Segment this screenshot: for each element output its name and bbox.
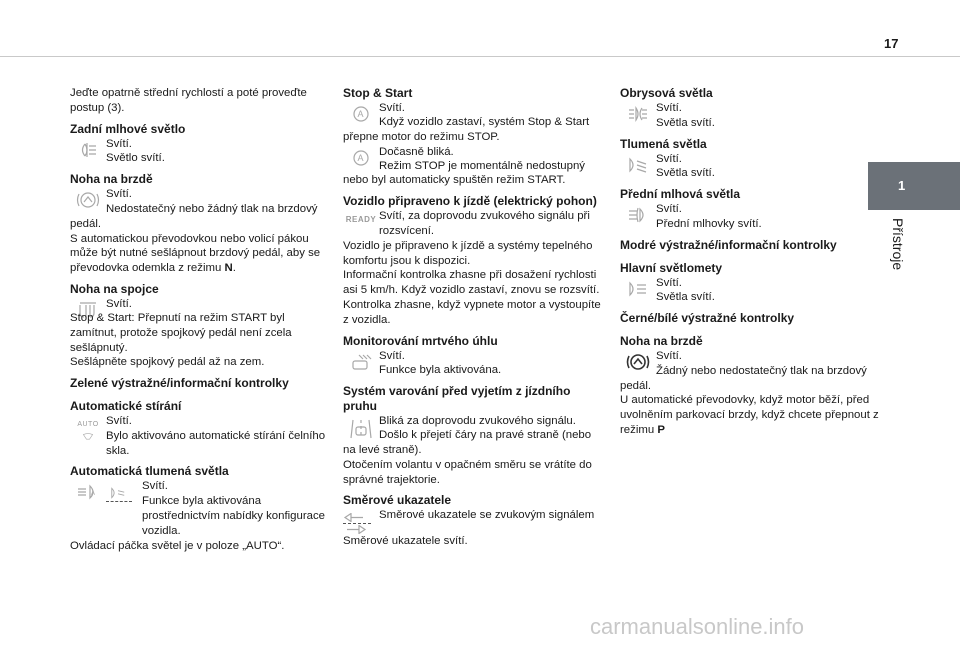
brake-foot2-l1: Svítí. — [656, 349, 682, 362]
main-beam-l1: Svítí. — [656, 276, 682, 289]
stop-start-l3: Dočasně bliká. — [379, 145, 454, 158]
brake-foot2-l3: pedál. — [620, 379, 652, 392]
rear-fog-title: Zadní mlhové světlo — [70, 121, 186, 136]
auto-wipe-l1: Svítí. — [106, 414, 132, 427]
chapter-side-label — [884, 218, 912, 318]
side-lamps-icon — [620, 101, 656, 127]
front-fog-l1: Svítí. — [656, 203, 682, 216]
column-1 — [70, 86, 332, 559]
side-lamps-l1: Svítí. — [656, 102, 682, 114]
green-warnings-heading: Zelené výstražné/informační kontrolky — [70, 376, 289, 391]
mirror-title: Monitorování mrtvého úhlu — [343, 333, 498, 348]
front-fog-icon — [620, 202, 656, 228]
dipped-section — [620, 137, 882, 182]
auto-dip-section — [70, 464, 332, 553]
ready-l4: Kontrolka zhasne, když vypnete motor a vystoupíte z vozidla. — [343, 298, 601, 326]
column-2 — [343, 86, 605, 555]
page-number: 17 — [884, 36, 899, 51]
header-rule — [0, 56, 960, 57]
side-lamps-l2: Světla svítí. — [656, 116, 715, 129]
lane-l1: Bliká za doprovodu zvukového signálu. — [379, 415, 576, 428]
svg-text:A: A — [357, 152, 364, 163]
auto-dip-l3: Ovládací páčka světel je v poloze „AUTO“. — [70, 539, 285, 552]
indicators-l2: Směrové ukazatele svítí. — [343, 535, 468, 548]
mirror-section — [343, 334, 605, 379]
main-beam-l2: Světla svítí. — [656, 291, 715, 304]
ready-l3: Informační kontrolka zhasne při dosažení rychlosti asi 5 km/h. Když vozidlo zastaví, znovu se rozsvítí. — [343, 269, 600, 297]
auto-wipe-icon — [70, 414, 106, 440]
lane-title: Systém varování před vyjetím z jízdního pruhu — [343, 384, 571, 414]
main-beam-title: Hlavní světlomety — [620, 260, 723, 275]
dipped-title: Tlumená světla — [620, 136, 707, 151]
indicators-section — [343, 493, 605, 549]
svg-text:A: A — [357, 109, 364, 119]
brake-foot2-mode-p: P — [657, 423, 665, 436]
auto-dip-l2: Funkce byla aktivována prostřednictvím nabídky konfigurace vozidla. — [142, 495, 325, 537]
auto-dip-l1: Svítí. — [142, 480, 168, 493]
front-fog-title: Přední mlhová světla — [620, 187, 741, 202]
brake-foot-mode-n: N — [224, 262, 233, 275]
clutch-foot-l3: Sešlápněte spojkový pedál až na zem. — [70, 356, 265, 369]
brake-foot2-l4: U automatické převodovky, když motor běží, před uvolněním parkovací brzdy, když chcete přepnout z režimu — [620, 394, 879, 436]
brake-foot2-title: Noha na brzdě — [620, 333, 703, 348]
rear-fog-l2: Světlo svítí. — [106, 152, 165, 165]
brake-foot2-l2: Žádný nebo nedostatečný tlak na brzdový — [656, 364, 867, 377]
brake-foot-l4: S automatickou převodovkou nebo volicí pákou může být nutné sešlápnout brzdový pedál, aby se převodovka odemkla z režimu — [70, 232, 321, 275]
main-beam-icon — [620, 276, 656, 302]
mirror-l1: Svítí. — [379, 349, 405, 362]
side-lamps-title: Obrysová světla — [620, 86, 713, 100]
chapter-number: 1 — [898, 178, 906, 193]
column-3 — [620, 86, 882, 444]
stop-start-blink-icon — [343, 145, 379, 171]
clutch-foot-title: Noha na spojce — [70, 281, 159, 296]
brake-foot-l1: Svítí. — [106, 188, 132, 201]
stop-start-l1: Svítí. — [379, 102, 405, 114]
front-fog-section — [620, 187, 882, 232]
auto-wipe-icon-text: AUTO — [77, 420, 99, 428]
brake-foot-title: Noha na brzdě — [70, 172, 153, 187]
intro-text: Jeďte opatrně střední rychlostí a poté proveďte postup (3). — [70, 87, 307, 114]
indicators-title: Směrové ukazatele — [343, 493, 452, 508]
auto-dip-title: Automatická tlumená světla — [70, 464, 229, 479]
stop-start-l2: Když vozidlo zastaví, systém Stop & Start přepne motor do režimu STOP. — [343, 116, 590, 143]
ready-title: Vozidlo připraveno k jízdě (elektrický pohon) — [343, 194, 597, 209]
ready-section — [343, 194, 605, 327]
rear-fog-section — [70, 122, 332, 167]
clutch-foot-l2: Stop & Start: Přepnutí na režim START byl zamítnut, protože spojkový pedál není zcela sešlápnutý. — [70, 311, 292, 354]
bw-warnings-heading: Černé/bílé výstražné kontrolky — [620, 311, 795, 326]
brake-foot-l4-end: . — [232, 262, 236, 275]
dipped-l2: Světla svítí. — [656, 167, 715, 180]
brake-foot-l2: Nedostatečný nebo žádný tlak na brzdový — [106, 202, 318, 215]
brake-foot-icon — [70, 187, 106, 213]
lane-l2: Došlo k přejetí čáry na pravé straně (nebo na levé straně). — [343, 429, 592, 456]
rear-fog-icon — [70, 137, 106, 163]
rear-fog-l1: Svítí. — [106, 137, 132, 150]
brake-foot2-icon — [620, 349, 656, 375]
brake-foot-l3: pedál. — [70, 217, 102, 230]
dipped-beam-icon — [620, 152, 656, 178]
ready-icon-text: READY — [345, 215, 377, 225]
front-fog-l2: Přední mlhovky svítí. — [656, 217, 762, 230]
clutch-foot-section — [70, 282, 332, 370]
watermark-footer: carmanualsonline.info — [590, 614, 805, 639]
turn-signal-icon — [343, 508, 379, 534]
lane-l3: Otočením volantu v opačném směru se vrátíte do správné trajektorie. — [343, 458, 592, 486]
brake-foot-section — [70, 172, 332, 276]
stop-start-l4: Režim STOP je momentálně nedostupný nebo byl automaticky spuštěn režim START. — [343, 159, 585, 187]
ready-l2: Vozidlo je připraveno k jízdě a systémy tepelného komfortu jsou k dispozici. — [343, 239, 593, 267]
stop-start-icon — [343, 101, 379, 127]
stop-start-section — [343, 86, 605, 188]
stop-start-title: Stop & Start — [343, 86, 413, 100]
lane-section — [343, 384, 605, 487]
lane-departure-icon — [343, 414, 379, 440]
auto-wipe-l2: Bylo aktivováno automatické stírání čelního skla. — [106, 429, 326, 457]
mirror-l2: Funkce byla aktivována. — [379, 364, 502, 377]
auto-wipe-section — [70, 399, 332, 458]
main-beam-section — [620, 261, 882, 306]
indicators-l1: Směrové ukazatele se zvukovým signálem — [379, 509, 595, 522]
side-lamps-section — [620, 86, 882, 131]
dipped-headlamp-icon — [106, 479, 142, 505]
ready-icon — [343, 209, 379, 235]
dipped-l1: Svítí. — [656, 152, 682, 165]
auto-wipe-title: Automatické stírání — [70, 398, 182, 413]
brake-foot2-section — [620, 334, 882, 438]
auto-headlamp-icon — [70, 479, 106, 505]
ready-l1: Svítí, za doprovodu zvukového signálu při rozsvícení. — [379, 210, 590, 237]
svg-text:A: A — [91, 491, 96, 498]
blue-warnings-heading: Modré výstražné/informační kontrolky — [620, 237, 837, 252]
clutch-foot-l1: Svítí. — [106, 297, 132, 310]
blind-spot-icon — [343, 349, 379, 375]
side-label-text: Přístroje — [890, 218, 906, 271]
